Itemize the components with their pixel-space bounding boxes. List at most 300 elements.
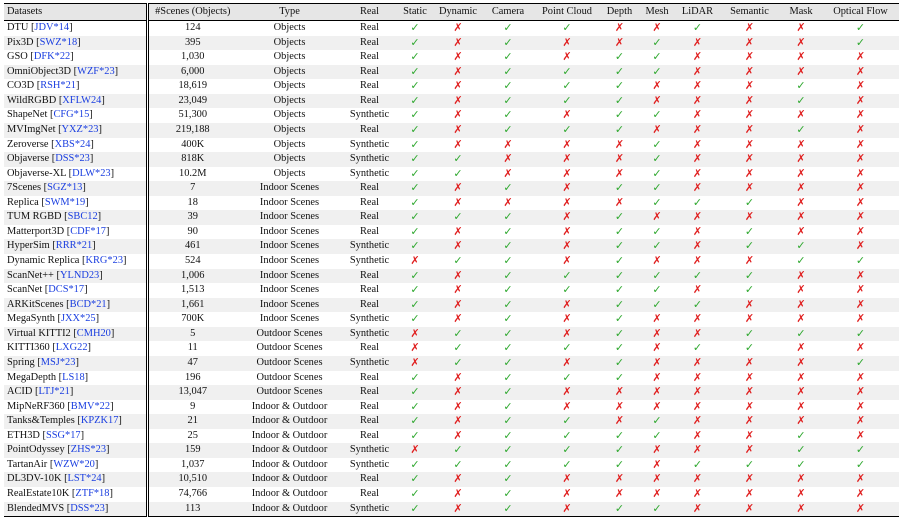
scene-type-cell: Outdoor Scenes (256, 356, 323, 368)
static-cross-icon: ✗ (410, 355, 420, 369)
optical-flow-cross-icon: ✗ (855, 93, 866, 107)
dynamic-cross-icon: ✗ (453, 181, 463, 195)
semantic-cross-icon: ✗ (744, 414, 755, 428)
table-row (4, 152, 899, 167)
header-static: Static (397, 4, 433, 21)
citation-link[interactable]: SGZ*13 (47, 182, 83, 194)
citation-link[interactable]: SWM*19 (44, 196, 86, 208)
citation-link[interactable]: BCD*21 (69, 298, 107, 310)
dataset-name: MegaDepth (7, 371, 57, 383)
mask-cross-icon: ✗ (796, 50, 806, 64)
dataset-name-cell: Dynamic Replica [KRG*23] (4, 254, 147, 269)
mesh-check-icon: ✓ (652, 166, 662, 180)
depth-check-icon: ✓ (614, 326, 625, 340)
table-row (4, 269, 899, 284)
dataset-name: Objaverse-XL (7, 167, 67, 179)
dataset-name-cell: Pix3D [SWZ*18] (4, 36, 147, 51)
camera-check-icon: ✓ (503, 487, 513, 500)
scene-type-cell: Indoor Scenes (259, 313, 320, 325)
optical-flow-cross-icon: ✗ (855, 210, 866, 224)
scene-count-cell: 1,037 (181, 458, 205, 470)
lidar-cross-icon: ✗ (676, 502, 719, 517)
scene-count-cell: 18 (187, 196, 198, 208)
lidar-check-icon: ✓ (692, 195, 703, 209)
lidar-cross-icon: ✗ (692, 122, 703, 136)
table-row (4, 210, 899, 225)
static-check-icon: ✓ (410, 385, 420, 399)
scene-type-cell: Indoor Scenes (259, 211, 320, 223)
dataset-name: ShapeNet (7, 109, 48, 121)
camera-cross-icon: ✗ (503, 195, 513, 209)
mesh-check-icon: ✓ (652, 108, 662, 122)
camera-check-icon: ✓ (503, 472, 513, 486)
camera-check-icon: ✓ (503, 21, 513, 34)
depth-check-icon: ✓ (614, 312, 625, 326)
table-row (4, 79, 899, 94)
scene-type-cell: Objects (273, 167, 306, 179)
mesh-check-icon: ✓ (652, 50, 662, 64)
scene-type-cell: Objects (273, 51, 306, 63)
citation-link[interactable]: DSS*23 (55, 153, 90, 165)
scene-type-cell: Indoor & Outdoor (251, 473, 328, 485)
mask-check-icon: ✓ (796, 443, 806, 457)
optical-flow-cross-icon: ✗ (855, 166, 866, 180)
table-row (4, 371, 899, 386)
mask-cross-icon: ✗ (796, 297, 806, 311)
scene-count-cell: 21 (187, 415, 198, 427)
header-type: Type (237, 4, 342, 21)
table-row (4, 385, 899, 400)
dataset-name: RealEstate10K (7, 488, 70, 499)
dataset-name: TUM RGBD (7, 211, 62, 223)
lidar-cross-icon: ✗ (692, 50, 703, 64)
lidar-cross-icon: ✗ (692, 443, 703, 457)
depth-check-icon: ✓ (614, 268, 625, 282)
dataset-name: WildRGBD (7, 94, 57, 106)
citation-link[interactable]: DFK*22 (33, 51, 71, 63)
point-cloud-cross-icon: ✗ (562, 355, 572, 369)
dataset-name: 7Scenes (7, 182, 42, 194)
point-cloud-cross-icon: ✗ (562, 385, 572, 399)
point-cloud-cross-icon: ✗ (533, 502, 601, 517)
dataset-name: ScanNet++ (7, 269, 54, 281)
dynamic-cross-icon: ✗ (453, 428, 463, 442)
semantic-cross-icon: ✗ (744, 443, 755, 457)
dataset-name: CO3D (7, 80, 35, 92)
dataset-name: Objaverse (7, 153, 50, 165)
lidar-cross-icon: ✗ (692, 414, 703, 428)
optical-flow-cross-icon: ✗ (855, 181, 866, 195)
citation-link[interactable]: LTJ*21 (38, 386, 70, 398)
dataset-name-cell: PointOdyssey [ZHS*23] (4, 443, 147, 458)
optical-flow-cross-icon: ✗ (855, 268, 866, 282)
semantic-cross-icon: ✗ (744, 472, 755, 486)
dataset-name: ARKitScenes (7, 298, 64, 310)
camera-check-icon: ✓ (503, 399, 513, 413)
semantic-cross-icon: ✗ (744, 399, 755, 413)
mask-cross-icon: ✗ (796, 166, 806, 180)
header-mask: Mask (780, 4, 822, 21)
optical-flow-cross-icon: ✗ (855, 487, 866, 500)
camera-check-icon: ✓ (503, 122, 513, 136)
mask-check-icon: ✓ (796, 457, 806, 471)
point-cloud-cross-icon: ✗ (562, 152, 572, 166)
static-check-icon: ✓ (410, 137, 420, 151)
mesh-cross-icon: ✗ (652, 93, 662, 107)
mask-cross-icon: ✗ (796, 21, 806, 34)
header-semantic: Semantic (719, 4, 780, 21)
static-check-icon: ✓ (410, 283, 420, 297)
citation-link[interactable]: WZW*20 (53, 458, 95, 470)
dataset-name-cell: Matterport3D [CDF*17] (4, 225, 147, 240)
citation-link[interactable]: RRR*21 (55, 240, 93, 252)
citation-link[interactable]: CMH20 (76, 327, 111, 339)
camera-check-icon: ✓ (503, 181, 513, 195)
optical-flow-cross-icon: ✗ (855, 341, 866, 355)
lidar-cross-icon: ✗ (692, 224, 703, 238)
semantic-cross-icon: ✗ (744, 428, 755, 442)
table-row (4, 94, 899, 109)
scene-count-cell: 47 (187, 356, 198, 368)
depth-check-icon: ✓ (614, 457, 625, 471)
citation-link[interactable]: XFLW24 (62, 94, 102, 106)
dataset-name-cell: TartanAir [WZW*20] (4, 458, 147, 473)
table-row (4, 196, 899, 211)
camera-check-icon: ✓ (503, 341, 513, 355)
citation-link[interactable]: DSS*23 (70, 502, 105, 514)
semantic-cross-icon: ✗ (744, 35, 755, 49)
mesh-check-icon: ✓ (652, 414, 662, 428)
real-or-synthetic-cell: Real (359, 196, 380, 208)
real-or-synthetic-cell: Real (359, 284, 380, 296)
static-cross-icon: ✗ (410, 443, 420, 457)
real-or-synthetic-cell: Real (359, 298, 380, 310)
depth-check-icon: ✓ (601, 502, 638, 517)
static-check-icon: ✓ (410, 35, 420, 49)
scene-count-cell: 13,047 (178, 386, 208, 398)
lidar-cross-icon: ✗ (692, 239, 703, 253)
dataset-name: MVImgNet (7, 123, 56, 135)
lidar-cross-icon: ✗ (692, 487, 703, 500)
point-cloud-cross-icon: ✗ (562, 50, 572, 64)
static-check-icon: ✓ (410, 399, 420, 413)
lidar-check-icon: ✓ (692, 457, 703, 471)
scene-count-cell: 90 (187, 225, 198, 237)
static-check-icon: ✓ (397, 502, 433, 517)
lidar-check-icon: ✓ (692, 268, 703, 282)
dataset-name-cell: ETH3D [SSG*17] (4, 429, 147, 444)
camera-check-icon: ✓ (503, 50, 513, 64)
dataset-name-cell: MegaSynth [JXX*25] (4, 312, 147, 327)
table-row (4, 312, 899, 327)
scene-count-cell: 74,766 (178, 488, 208, 499)
table-row (4, 50, 899, 65)
dataset-name: Spring (7, 356, 35, 368)
dataset-name-cell: MVImgNet [YXZ*23] (4, 123, 147, 138)
dynamic-cross-icon: ✗ (453, 414, 463, 428)
citation-link[interactable]: RSH*21 (40, 80, 77, 92)
lidar-cross-icon: ✗ (692, 472, 703, 486)
dataset-name: ETH3D (7, 429, 40, 441)
mask-cross-icon: ✗ (796, 487, 806, 500)
depth-check-icon: ✓ (614, 254, 625, 267)
point-cloud-cross-icon: ✗ (562, 297, 572, 311)
dataset-name: BlendedMVS (7, 502, 65, 514)
scene-count-cell: 7 (190, 182, 196, 194)
camera-check-icon: ✓ (503, 64, 513, 78)
depth-check-icon: ✓ (614, 443, 625, 457)
table-row (4, 36, 899, 51)
scene-count-cell: 10,510 (178, 473, 208, 485)
static-check-icon: ✓ (410, 239, 420, 253)
dataset-name-cell: DL3DV-10K [LST*24] (4, 472, 147, 487)
dataset-name: Zeroverse (7, 138, 49, 150)
lidar-cross-icon: ✗ (692, 326, 703, 340)
point-cloud-check-icon: ✓ (562, 370, 572, 384)
mask-check-icon: ✓ (796, 326, 806, 340)
table-row (4, 443, 899, 458)
scene-count-cell: 23,049 (178, 94, 208, 106)
camera-check-icon: ✓ (503, 326, 513, 340)
mask-cross-icon: ✗ (796, 64, 806, 78)
semantic-cross-icon: ✗ (744, 181, 755, 195)
real-or-synthetic-cell: Synthetic (349, 356, 390, 368)
real-or-synthetic-cell: Real (359, 386, 380, 398)
dataset-name-cell: Spring [MSJ*23] (4, 356, 147, 371)
mesh-check-icon: ✓ (652, 224, 662, 238)
dataset-name-cell: WildRGBD [XFLW24] (4, 94, 147, 109)
real-or-synthetic-cell: Real (359, 342, 380, 354)
mask-cross-icon: ✗ (796, 414, 806, 428)
header-mesh: Mesh (638, 4, 676, 21)
citation-link[interactable]: CDF*17 (70, 225, 107, 237)
scene-count-cell: 11 (187, 342, 198, 354)
datasets-table (4, 3, 899, 517)
mesh-cross-icon: ✗ (652, 443, 662, 457)
dynamic-cross-icon: ✗ (453, 137, 463, 151)
citation-link[interactable]: LS18 (62, 371, 85, 383)
scene-count-cell: 196 (184, 371, 201, 383)
dynamic-cross-icon: ✗ (453, 50, 463, 64)
citation-link[interactable]: DLW*23 (72, 167, 111, 179)
real-or-synthetic-cell: Real (359, 269, 380, 281)
citation-link[interactable]: CFG*15 (53, 109, 90, 121)
camera-check-icon: ✓ (503, 355, 513, 369)
static-check-icon: ✓ (410, 195, 420, 209)
scene-type-cell: Indoor & Outdoor (251, 429, 328, 441)
optical-flow-cross-icon: ✗ (855, 414, 866, 428)
citation-link[interactable]: BMV*22 (70, 400, 111, 412)
depth-cross-icon: ✗ (614, 195, 625, 209)
optical-flow-check-icon: ✓ (855, 35, 866, 49)
real-or-synthetic-cell: Real (359, 94, 380, 106)
semantic-cross-icon: ✗ (744, 254, 755, 267)
scene-count-cell: 10.2M (179, 167, 207, 179)
mask-cross-icon: ✗ (796, 399, 806, 413)
citation-link[interactable]: SBC12 (67, 211, 98, 223)
point-cloud-check-icon: ✓ (562, 268, 572, 282)
dynamic-check-icon: ✓ (453, 152, 463, 166)
real-or-synthetic-cell: Synthetic (349, 444, 390, 456)
mesh-cross-icon: ✗ (652, 370, 662, 384)
lidar-check-icon: ✓ (692, 297, 703, 311)
dataset-name-cell: ShapeNet [CFG*15] (4, 108, 147, 123)
camera-check-icon: ✓ (503, 239, 513, 253)
lidar-cross-icon: ✗ (692, 254, 703, 267)
semantic-cross-icon: ✗ (719, 502, 780, 517)
static-check-icon: ✓ (410, 457, 420, 471)
real-or-synthetic-cell: Real (359, 488, 380, 499)
optical-flow-cross-icon: ✗ (855, 224, 866, 238)
mesh-cross-icon: ✗ (652, 472, 662, 486)
dataset-name: Dynamic Replica (7, 255, 80, 266)
mesh-check-icon: ✓ (652, 268, 662, 282)
table-row (4, 327, 899, 342)
real-or-synthetic-cell: Real (359, 225, 380, 237)
depth-cross-icon: ✗ (614, 487, 625, 500)
citation-link[interactable]: KPZK17 (80, 415, 119, 427)
camera-check-icon: ✓ (503, 108, 513, 122)
table-body (4, 21, 899, 517)
citation-link[interactable]: KRG*23 (85, 255, 124, 266)
table-row (4, 414, 899, 429)
real-or-synthetic-cell: Synthetic (349, 138, 390, 150)
scene-type-cell: Indoor Scenes (259, 255, 320, 266)
real-or-synthetic-cell: Synthetic (349, 458, 390, 470)
real-or-synthetic-cell: Synthetic (349, 255, 390, 266)
citation-link[interactable]: XBS*24 (54, 138, 91, 150)
scene-type-cell: Indoor & Outdoor (237, 502, 342, 517)
mesh-cross-icon: ✗ (652, 312, 662, 326)
optical-flow-cross-icon: ✗ (855, 283, 866, 297)
point-cloud-cross-icon: ✗ (562, 210, 572, 224)
camera-check-icon: ✓ (503, 443, 513, 457)
dynamic-cross-icon: ✗ (453, 370, 463, 384)
citation-link[interactable]: MSJ*23 (40, 356, 76, 368)
citation-link[interactable]: LST*24 (67, 473, 102, 485)
dynamic-check-icon: ✓ (453, 326, 463, 340)
mask-cross-icon: ✗ (796, 385, 806, 399)
semantic-cross-icon: ✗ (744, 297, 755, 311)
mesh-cross-icon: ✗ (652, 385, 662, 399)
mesh-check-icon: ✓ (652, 152, 662, 166)
scene-type-cell: Indoor Scenes (259, 196, 320, 208)
dynamic-cross-icon: ✗ (453, 93, 463, 107)
dynamic-check-icon: ✓ (453, 166, 463, 180)
optical-flow-cross-icon: ✗ (855, 239, 866, 253)
table-row (4, 298, 899, 313)
point-cloud-check-icon: ✓ (562, 122, 572, 136)
mask-cross-icon: ✗ (796, 35, 806, 49)
citation-link[interactable]: YXZ*23 (61, 123, 99, 135)
scene-count-cell: 400K (181, 138, 205, 150)
citation-link[interactable]: DCS*17 (48, 284, 85, 296)
citation-link[interactable]: JDV*14 (34, 22, 70, 33)
static-check-icon: ✓ (410, 268, 420, 282)
mask-cross-icon: ✗ (796, 370, 806, 384)
static-check-icon: ✓ (410, 370, 420, 384)
static-check-icon: ✓ (410, 122, 420, 136)
lidar-cross-icon: ✗ (692, 385, 703, 399)
mask-cross-icon: ✗ (796, 181, 806, 195)
semantic-check-icon: ✓ (744, 239, 755, 253)
real-or-synthetic-cell: Real (359, 51, 380, 63)
mask-check-icon: ✓ (796, 122, 806, 136)
citation-link[interactable]: YLND23 (59, 269, 100, 281)
semantic-cross-icon: ✗ (744, 108, 755, 122)
real-or-synthetic-cell: Real (359, 371, 380, 383)
scene-type-cell: Objects (273, 109, 306, 121)
static-check-icon: ✓ (410, 21, 420, 34)
dynamic-check-icon: ✓ (453, 341, 463, 355)
dynamic-cross-icon: ✗ (453, 268, 463, 282)
dynamic-cross-icon: ✗ (453, 312, 463, 326)
point-cloud-cross-icon: ✗ (562, 108, 572, 122)
real-or-synthetic-cell: Synthetic (349, 153, 390, 165)
dataset-name: MegaSynth (7, 313, 55, 325)
table-row (4, 487, 899, 502)
depth-cross-icon: ✗ (614, 385, 625, 399)
dataset-name: Matterport3D (7, 225, 65, 237)
mesh-cross-icon: ✗ (652, 79, 662, 93)
citation-link[interactable]: SSG*17 (45, 429, 81, 441)
point-cloud-cross-icon: ✗ (562, 487, 572, 500)
static-check-icon: ✓ (410, 93, 420, 107)
camera-check-icon: ✓ (503, 428, 513, 442)
mask-check-icon: ✓ (796, 239, 806, 253)
scene-count-cell: 51,300 (178, 109, 208, 121)
camera-check-icon: ✓ (503, 457, 513, 471)
mask-check-icon: ✓ (796, 254, 806, 267)
lidar-cross-icon: ✗ (692, 35, 703, 49)
optical-flow-cross-icon: ✗ (855, 108, 866, 122)
dataset-name-cell: Tanks&Temples [KPZK17] (4, 414, 147, 429)
citation-link[interactable]: JXX*25 (60, 313, 96, 325)
depth-cross-icon: ✗ (614, 137, 625, 151)
point-cloud-cross-icon: ✗ (562, 181, 572, 195)
camera-check-icon: ✓ (503, 93, 513, 107)
dataset-name-cell: BlendedMVS [DSS*23] (4, 502, 147, 517)
real-or-synthetic-cell: Real (359, 400, 380, 412)
scene-count-cell: 1,006 (181, 269, 205, 281)
dataset-name-cell: HyperSim [RRR*21] (4, 239, 147, 254)
point-cloud-check-icon: ✓ (562, 93, 572, 107)
citation-link[interactable]: SWZ*18 (39, 36, 78, 48)
citation-link[interactable]: ZHS*23 (70, 444, 107, 456)
camera-check-icon: ✓ (503, 79, 513, 93)
dataset-name: OmniObject3D (7, 65, 72, 77)
citation-link[interactable]: LXG22 (55, 342, 88, 354)
dataset-name-cell: Objaverse [DSS*23] (4, 152, 147, 167)
table-row (4, 400, 899, 415)
citation-link[interactable]: ZTF*18 (75, 488, 110, 499)
mesh-check-icon: ✓ (638, 502, 676, 517)
table-row (4, 138, 899, 153)
semantic-cross-icon: ✗ (744, 487, 755, 500)
header-point-cloud: Point Cloud (533, 4, 601, 21)
depth-check-icon: ✓ (614, 283, 625, 297)
dynamic-cross-icon: ✗ (453, 64, 463, 78)
scene-count-cell: 1,661 (181, 298, 205, 310)
dynamic-cross-icon: ✗ (453, 283, 463, 297)
point-cloud-cross-icon: ✗ (562, 137, 572, 151)
scene-type-cell: Indoor Scenes (259, 298, 320, 310)
header-row (4, 4, 899, 21)
real-or-synthetic-cell: Real (359, 429, 380, 441)
camera-cross-icon: ✗ (503, 152, 513, 166)
dataset-name: DTU (7, 22, 29, 33)
citation-link[interactable]: WZF*23 (77, 65, 115, 77)
